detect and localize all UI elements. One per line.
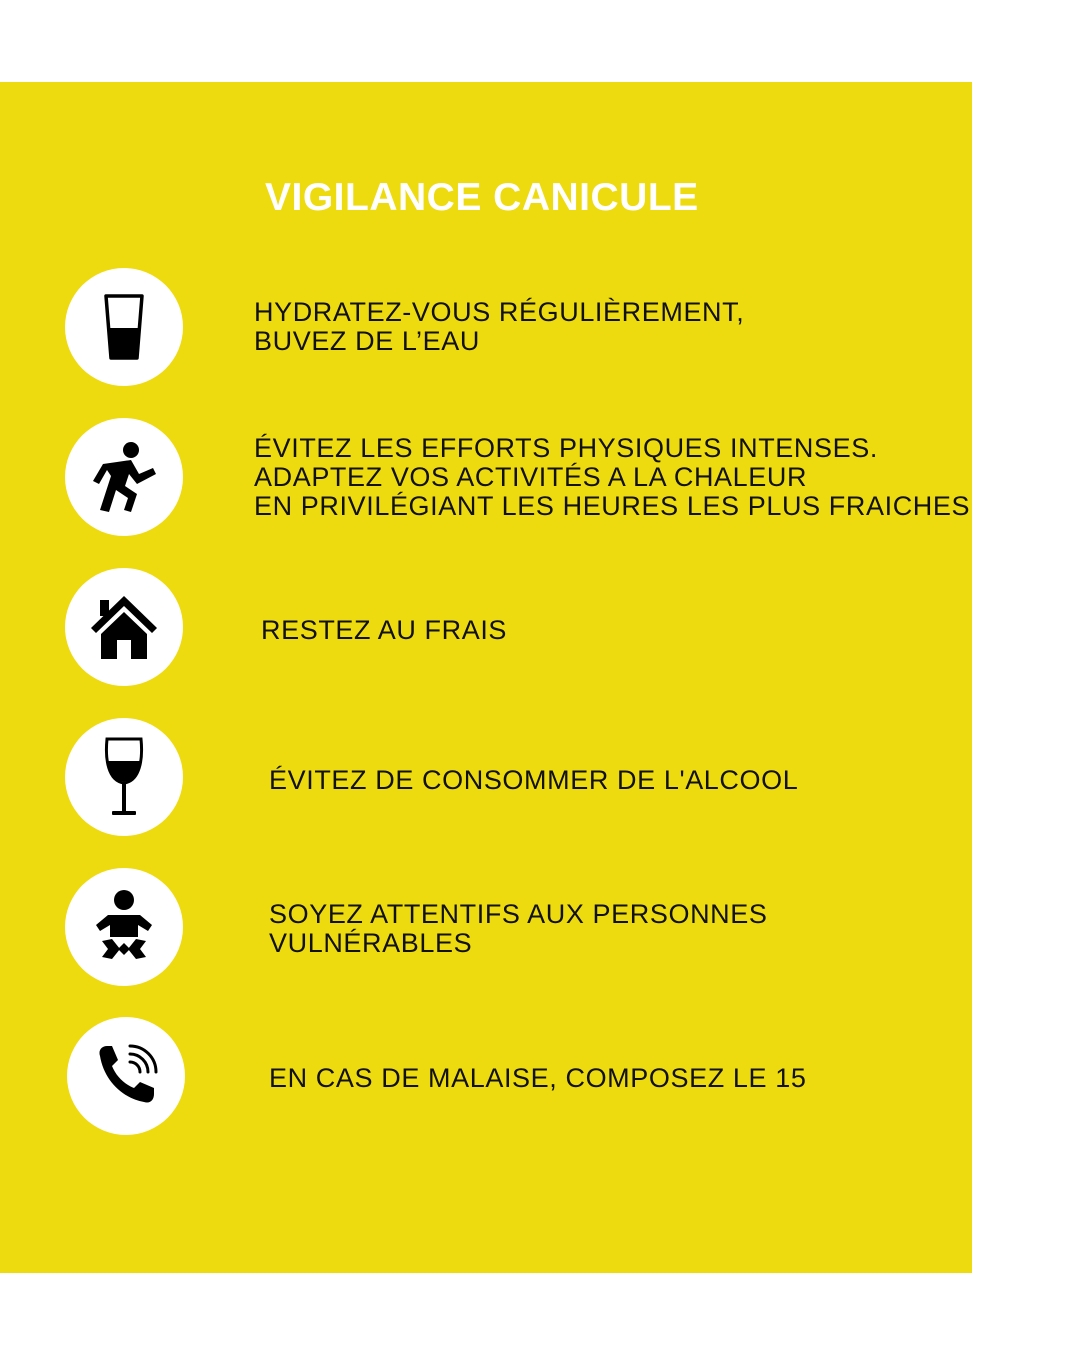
tip-effort-line-3: EN PRIVILÉGIANT LES HEURES LES PLUS FRAICHES bbox=[254, 491, 971, 521]
baby-icon bbox=[94, 889, 154, 965]
tip-alcohol-line-1: ÉVITEZ DE CONSOMMER DE L'ALCOOL bbox=[269, 765, 799, 795]
emergency-icon-circle bbox=[67, 1017, 185, 1135]
tip-fresh bbox=[261, 616, 507, 645]
hydrate-icon-circle bbox=[65, 268, 183, 386]
tip-effort-line-2: ADAPTEZ VOS ACTIVITÉS A LA CHALEUR bbox=[254, 462, 808, 492]
phone-call-icon bbox=[94, 1044, 158, 1108]
tip-emergency-line-1: EN CAS DE MALAISE, COMPOSEZ LE 15 bbox=[269, 1063, 807, 1093]
alcohol-icon-circle bbox=[65, 718, 183, 836]
effort-icon-circle bbox=[65, 418, 183, 536]
tip-vulnerable-line-2: VULNÉRABLES bbox=[269, 928, 473, 958]
tip-vulnerable-line-1: SOYEZ ATTENTIFS AUX PERSONNES bbox=[269, 899, 768, 929]
house-icon bbox=[89, 594, 159, 660]
tip-fresh-line-1: RESTEZ AU FRAIS bbox=[261, 615, 508, 645]
tip-alcohol bbox=[269, 766, 798, 795]
tip-effort bbox=[254, 434, 970, 521]
tip-vulnerable bbox=[269, 900, 768, 958]
glass-of-water-icon bbox=[104, 294, 144, 360]
tip-hydrate-line-2: BUVEZ DE L’EAU bbox=[254, 326, 480, 356]
tip-emergency bbox=[269, 1064, 806, 1093]
fresh-icon-circle bbox=[65, 568, 183, 686]
tip-hydrate bbox=[254, 298, 744, 356]
vulnerable-icon-circle bbox=[65, 868, 183, 986]
tip-hydrate-line-1: HYDRATEZ-VOUS RÉGULIÈREMENT, bbox=[254, 297, 745, 327]
tip-effort-line-1: ÉVITEZ LES EFFORTS PHYSIQUES INTENSES. bbox=[254, 433, 878, 463]
wine-glass-icon bbox=[104, 737, 144, 817]
running-person-icon bbox=[87, 440, 161, 514]
page-title: VIGILANCE CANICULE bbox=[265, 176, 699, 219]
